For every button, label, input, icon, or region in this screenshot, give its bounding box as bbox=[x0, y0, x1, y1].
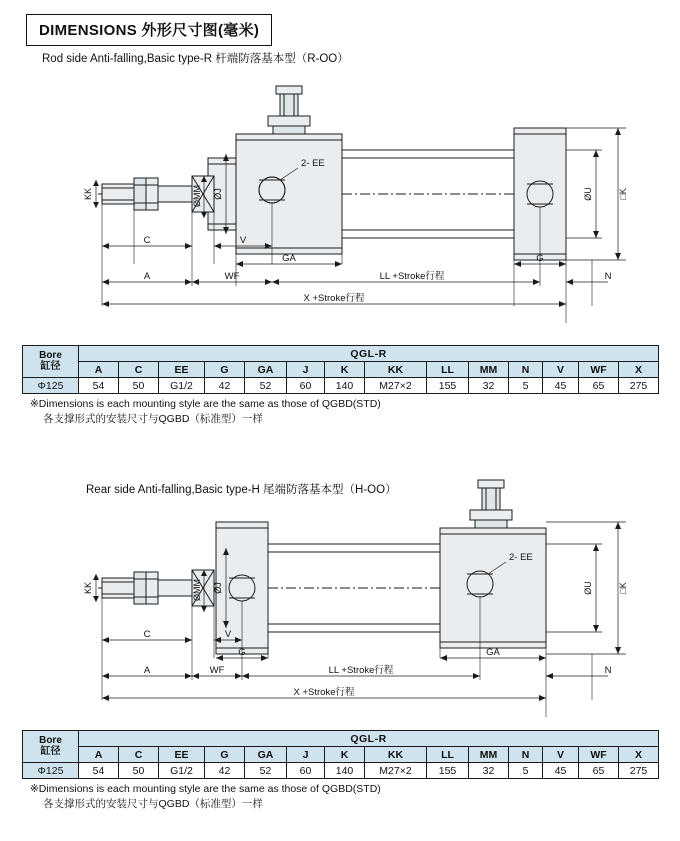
cell-bore: Φ125 bbox=[23, 378, 79, 394]
bore-header-cn: 缸径 bbox=[40, 360, 61, 372]
col-n: N bbox=[509, 747, 543, 763]
dim-g: G bbox=[536, 253, 544, 264]
cell-g: 42 bbox=[205, 378, 245, 394]
cell-wf: 65 bbox=[579, 378, 619, 394]
col-wf: WF bbox=[579, 362, 619, 378]
cell-n: 5 bbox=[509, 763, 543, 779]
col-k: K bbox=[325, 362, 365, 378]
dim-ll: LL +Stroke行程 bbox=[328, 665, 394, 676]
section-1-drawing bbox=[30, 68, 650, 334]
section-2-note bbox=[30, 782, 381, 812]
cell-wf: 65 bbox=[579, 763, 619, 779]
label-bore-dia: ØJ bbox=[213, 582, 223, 594]
cylinder-drawing-rear-side bbox=[30, 462, 650, 728]
col-n: N bbox=[509, 362, 543, 378]
note-line-1: ※Dimensions is each mounting style are the same as those of QGBD(STD) bbox=[30, 783, 381, 795]
cell-j: 60 bbox=[287, 763, 325, 779]
note-line-2: 各支撑形式的安装尺寸与QGBD（标准型）一样 bbox=[43, 798, 263, 811]
table-header-row-group bbox=[23, 731, 659, 747]
dim-wf: WF bbox=[209, 665, 225, 676]
cell-x: 275 bbox=[619, 378, 659, 394]
table-header-row-cols bbox=[23, 362, 659, 378]
col-k: K bbox=[325, 747, 365, 763]
section-2-caption: Rear side Anti-falling,Basic type-H 尾端防落基本型（H-OO） bbox=[86, 484, 397, 496]
col-ee: EE bbox=[159, 747, 205, 763]
table-row bbox=[23, 763, 659, 779]
dim-n: N bbox=[604, 271, 612, 282]
label-k-dia: □K bbox=[618, 188, 628, 200]
table-row bbox=[23, 378, 659, 394]
label-k-dia: □K bbox=[618, 582, 628, 594]
col-ga: GA bbox=[245, 747, 287, 763]
col-v: V bbox=[543, 362, 579, 378]
cylinder-drawing-rod-side bbox=[30, 68, 650, 334]
cell-g: 42 bbox=[205, 763, 245, 779]
page-header bbox=[26, 14, 272, 46]
cell-c: 50 bbox=[119, 378, 159, 394]
col-x: X bbox=[619, 747, 659, 763]
col-ga: GA bbox=[245, 362, 287, 378]
cell-v: 45 bbox=[543, 763, 579, 779]
bore-header-cn: 缸径 bbox=[40, 745, 61, 757]
label-kk-left: KK bbox=[83, 187, 93, 201]
bore-header-cell bbox=[23, 731, 79, 763]
section-1-caption: Rod side Anti-falling,Basic type-R 杆端防落基本型（R-OO） bbox=[42, 53, 349, 65]
col-g: G bbox=[205, 747, 245, 763]
col-a: A bbox=[79, 362, 119, 378]
cell-c: 50 bbox=[119, 763, 159, 779]
cell-mm: 32 bbox=[469, 378, 509, 394]
table-header-row-cols bbox=[23, 747, 659, 763]
note-line-1: ※Dimensions is each mounting style are the same as those of QGBD(STD) bbox=[30, 398, 381, 410]
section-2-drawing bbox=[30, 462, 650, 728]
col-wf: WF bbox=[579, 747, 619, 763]
col-j: J bbox=[287, 362, 325, 378]
cell-ee: G1/2 bbox=[159, 378, 205, 394]
dim-a: A bbox=[143, 271, 151, 282]
col-x: X bbox=[619, 362, 659, 378]
col-a: A bbox=[79, 747, 119, 763]
group-header: QGL-R bbox=[79, 346, 659, 362]
cell-ee: G1/2 bbox=[159, 763, 205, 779]
col-g: G bbox=[205, 362, 245, 378]
col-c: C bbox=[119, 747, 159, 763]
section-1-note bbox=[30, 397, 381, 427]
col-kk: KK bbox=[365, 747, 427, 763]
cell-bore: Φ125 bbox=[23, 763, 79, 779]
bore-header-cell bbox=[23, 346, 79, 378]
cell-k: 140 bbox=[325, 378, 365, 394]
dim-c: C bbox=[143, 629, 151, 640]
dim-v: V bbox=[224, 629, 232, 640]
col-j: J bbox=[287, 747, 325, 763]
label-kk-left: KK bbox=[83, 581, 93, 595]
col-v: V bbox=[543, 747, 579, 763]
note-line-2: 各支撑形式的安装尺寸与QGBD（标准型）一样 bbox=[43, 413, 263, 426]
table-header-row-group bbox=[23, 346, 659, 362]
cell-kk: M27×2 bbox=[365, 763, 427, 779]
cell-a: 54 bbox=[79, 763, 119, 779]
dim-c: C bbox=[143, 235, 151, 246]
cell-ll: 155 bbox=[427, 763, 469, 779]
dim-ga: GA bbox=[282, 253, 296, 264]
col-ll: LL bbox=[427, 747, 469, 763]
col-mm: MM bbox=[469, 362, 509, 378]
label-mm-dia: ØMM bbox=[192, 185, 202, 207]
dim-n: N bbox=[604, 665, 612, 676]
dim-x: X +Stroke行程 bbox=[303, 293, 365, 304]
dim-a: A bbox=[143, 665, 151, 676]
label-rod-dia: ØU bbox=[583, 187, 593, 201]
dimensions-table-2 bbox=[22, 730, 659, 779]
label-rod-dia: ØU bbox=[583, 581, 593, 595]
cell-x: 275 bbox=[619, 763, 659, 779]
bore-header-en: Bore bbox=[39, 735, 62, 746]
col-kk: KK bbox=[365, 362, 427, 378]
col-c: C bbox=[119, 362, 159, 378]
dims-table-rear-side bbox=[22, 730, 659, 779]
dim-ga: GA bbox=[486, 647, 500, 658]
bore-header-en: Bore bbox=[39, 350, 62, 361]
page-title: DIMENSIONS 外形尺寸图(毫米) bbox=[39, 22, 260, 39]
cell-v: 45 bbox=[543, 378, 579, 394]
dimensions-table-1 bbox=[22, 345, 659, 394]
cell-kk: M27×2 bbox=[365, 378, 427, 394]
label-port-ee: 2- EE bbox=[301, 158, 325, 169]
dim-v: V bbox=[239, 235, 247, 246]
cell-k: 140 bbox=[325, 763, 365, 779]
cell-ll: 155 bbox=[427, 378, 469, 394]
dim-x: X +Stroke行程 bbox=[293, 687, 355, 698]
label-mm-dia: ØMM bbox=[192, 579, 202, 601]
col-ll: LL bbox=[427, 362, 469, 378]
dims-table-rod-side bbox=[22, 345, 659, 394]
label-port-ee: 2- EE bbox=[509, 552, 533, 563]
group-header: QGL-R bbox=[79, 731, 659, 747]
cell-j: 60 bbox=[287, 378, 325, 394]
label-bore-dia: ØJ bbox=[213, 188, 223, 200]
cell-a: 54 bbox=[79, 378, 119, 394]
dim-ll: LL +Stroke行程 bbox=[379, 271, 445, 282]
dim-wf: WF bbox=[224, 271, 240, 282]
cell-n: 5 bbox=[509, 378, 543, 394]
cell-ga: 52 bbox=[245, 378, 287, 394]
cell-mm: 32 bbox=[469, 763, 509, 779]
cell-ga: 52 bbox=[245, 763, 287, 779]
dim-g: G bbox=[238, 647, 246, 658]
col-mm: MM bbox=[469, 747, 509, 763]
col-ee: EE bbox=[159, 362, 205, 378]
